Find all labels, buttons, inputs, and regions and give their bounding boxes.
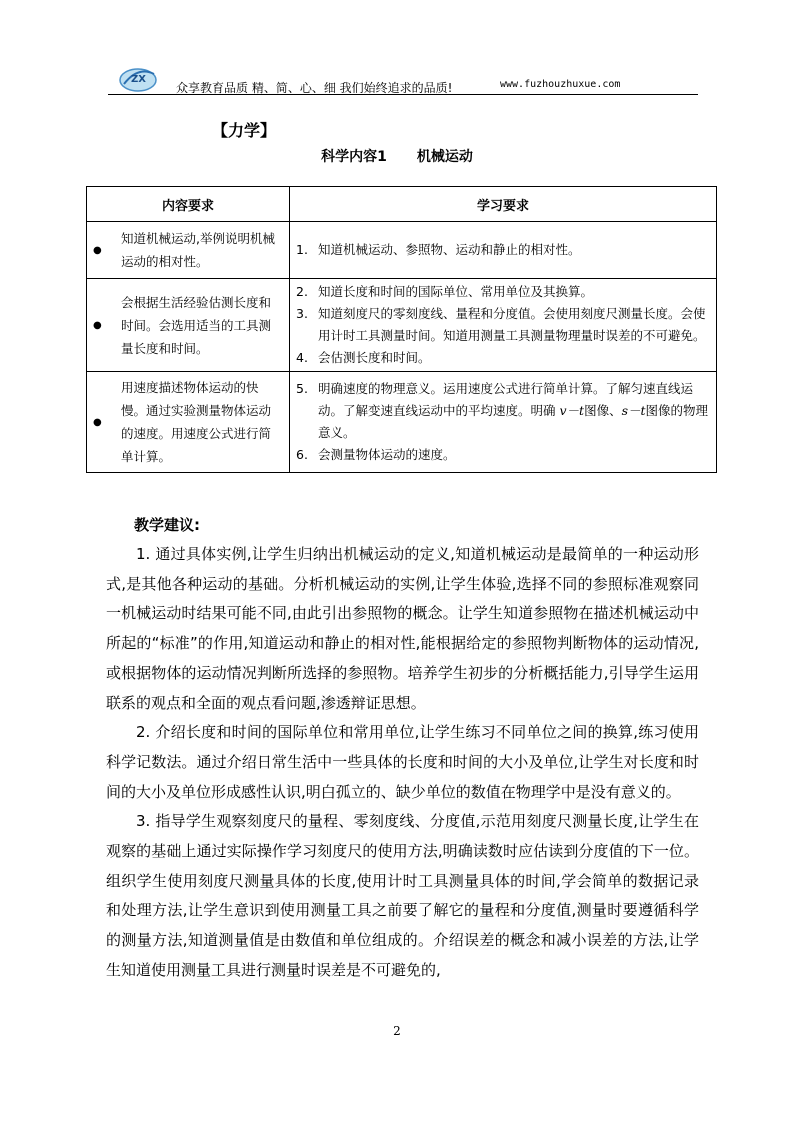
vt-graph-symbol: v－t — [559, 403, 585, 418]
section-title-prefix: 科学内容1 — [321, 149, 387, 165]
learning-item — [296, 347, 710, 369]
header-learning-requirements: 学习要求 — [290, 187, 717, 222]
paragraph: 1. 通过具体实例,让学生归纳出机械运动的定义,知道机械运动是最简单的一种运动形式,是其他各种运动的基础。分析机械运动的实例,让学生体验,选择不同的参照标准观察同一机械运动时结果可能不同,由此引出参照物的概念。让学生知道参照物在描述机械运动中所起的“标准”的作用,知道运动和静止的相对性,能根据给定的参照物判断物体的运动情况,或根据物体的运动情况判断所选择的参照物。培养学生初步的分析概括能力,引导学生运用联系的观点和全面的观点看问题,渗透辩证思想。 — [106, 545, 699, 712]
section-label: 【力学】 — [212, 121, 277, 140]
table-row — [87, 279, 717, 372]
item-text-part: 图像、 — [584, 403, 622, 418]
header-content-requirements: 内容要求 — [87, 187, 290, 222]
header-slogan: 众享教育品质 精、简、心、细 我们始终追求的品质! — [176, 81, 453, 95]
table-row — [87, 222, 717, 279]
content-cell — [87, 279, 290, 372]
logo-icon — [116, 62, 160, 94]
content-text: 用速度描述物体运动的快慢。通过实验测量物体运动的速度。用速度公式进行简单计算。 — [121, 380, 272, 464]
item-text: 知道长度和时间的国际单位、常用单位及其换算。 — [318, 284, 594, 299]
item-text-part: 明确速度的物理意义。运用速度公式进行简单计算。了解匀速直线运动。了解变速直线运动中的平均速度。明确 — [318, 381, 694, 418]
item-text: 会测量物体运动的速度。 — [318, 447, 456, 462]
item-number: 4. — [296, 350, 308, 365]
advice-title: 教学建议: — [134, 516, 200, 534]
learning-cell — [290, 372, 717, 473]
item-text: 会估测长度和时间。 — [318, 350, 431, 365]
bullet-icon: ● — [93, 416, 102, 428]
item-number: 2. — [296, 284, 308, 299]
bullet-icon: ● — [93, 244, 102, 256]
requirements-table — [86, 186, 717, 473]
item-text: 知道刻度尺的零刻度线、量程和分度值。会使用刻度尺测量长度。会使用计时工具测量时间。知道用测量工具测量物理量时误差的不可避免。 — [318, 306, 706, 343]
item-text — [318, 378, 710, 444]
advice-body — [106, 540, 699, 986]
section-title-name: 机械运动 — [416, 149, 473, 165]
logo-text: ZX — [131, 74, 146, 85]
table-header-row — [87, 187, 717, 222]
item-text: 知道机械运动、参照物、运动和静止的相对性。 — [318, 242, 581, 257]
bullet-icon: ● — [93, 319, 102, 331]
item-number: 6. — [296, 447, 308, 462]
item-text-part: 图像的物理意义。 — [318, 403, 709, 440]
learning-item — [296, 239, 710, 261]
section-title — [0, 146, 794, 166]
learning-item — [296, 281, 710, 303]
st-graph-symbol: s－t — [621, 403, 646, 418]
learning-item — [296, 378, 710, 444]
page-number: 2 — [393, 1024, 401, 1038]
content-cell — [87, 372, 290, 473]
item-number: 1. — [296, 242, 308, 257]
item-number: 5. — [296, 381, 308, 396]
table-row — [87, 372, 717, 473]
content-text: 会根据生活经验估测长度和时间。会选用适当的工具测量长度和时间。 — [121, 294, 272, 356]
learning-item — [296, 444, 710, 466]
learning-item — [296, 303, 710, 347]
item-number: 3. — [296, 306, 308, 321]
learning-cell — [290, 222, 717, 279]
paragraph: 3. 指导学生观察刻度尺的量程、零刻度线、分度值,示范用刻度尺测量长度,让学生在观察的基础上通过实际操作学习刻度尺的使用方法,明确读数时应估读到分度值的下一位。组织学生使用刻度尺测量具体的长度,使用计时工具测量具体的时间,学会简单的数据记录和处理方法,让学生意识到使用测量工具之前要了解它的量程和分度值,测量时要遵循科学的测量方法,知道测量值是由数值和单位组成的。介绍误差的概念和减小误差的方法,让学生知道使用测量工具进行测量时误差是不可避免的, — [106, 812, 699, 979]
header-divider — [108, 94, 698, 95]
content-cell — [87, 222, 290, 279]
page-header — [108, 62, 698, 98]
content-text: 知道机械运动,举例说明机械运动的相对性。 — [121, 231, 275, 269]
header-url[interactable]: www.fuzhouzhuxue.com — [500, 79, 621, 90]
paragraph: 2. 介绍长度和时间的国际单位和常用单位,让学生练习不同单位之间的换算,练习使用科学记数法。通过介绍日常生活中一些具体的长度和时间的大小及单位,让学生对长度和时间的大小及单位形成感性认识,明白孤立的、缺少单位的数值在物理学中是没有意义的。 — [106, 723, 699, 801]
learning-cell — [290, 279, 717, 372]
